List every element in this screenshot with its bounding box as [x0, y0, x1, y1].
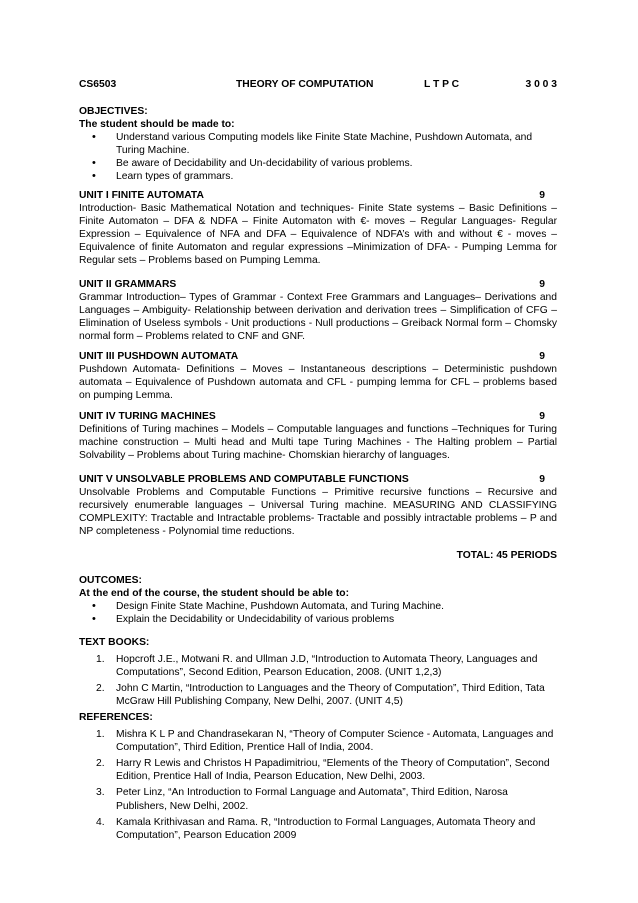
- item-text: Peter Linz, “An Introduction to Formal Language and Automata”, Third Edition, Narosa Publishers, New Delhi, 2002.: [116, 787, 508, 812]
- unit-hours: 9: [539, 474, 545, 485]
- course-title: THEORY OF COMPUTATION: [236, 79, 374, 90]
- unit-2-body: Grammar Introduction– Types of Grammar - Context Free Grammars and Languages– Derivations and Languages – Ambiguity- Relationship between derivation and derivation trees – Simplification of CFG – Elimination of Useless symbols - Unit productions - Null productions – Greiback Normal form – Chomsky normal form – Problems related to CNF and GNF.: [79, 292, 557, 343]
- list-item: • Learn types of grammars.: [79, 170, 557, 183]
- total-periods: TOTAL: 45 PERIODS: [456, 550, 557, 561]
- unit-title-text: UNIT I FINITE AUTOMATA: [79, 190, 204, 201]
- textbooks-heading: TEXT BOOKS:: [79, 637, 150, 648]
- unit-title-text: UNIT IV TURING MACHINES: [79, 411, 216, 422]
- item-text: Hopcroft J.E., Motwani R. and Ullman J.D, “Introduction to Automata Theory, Languages and Computations”, Second Edition, Pearson Education, 2008. (UNIT 1,2,3): [116, 654, 538, 679]
- credits: 3 0 0 3: [525, 79, 557, 90]
- unit-3-body: Pushdown Automata- Definitions – Moves – Instantaneous descriptions – Deterministic pushdown automata – Equivalence of Pushdown automata and CFL - pumping lemma for CFL – problems based on pumping Lemma.: [79, 364, 557, 402]
- objectives-intro: The student should be made to:: [79, 119, 235, 131]
- unit-2-section: [79, 278, 557, 343]
- unit-1-body: Introduction- Basic Mathematical Notation and techniques- Finite State systems – Basic Definitions – Finite Automaton – DFA & NDFA – Finite Automaton with €- moves – Regular Languages- Regular Expression – Equivalence of NFA and DFA – Equivalence of NDFA’s with and without € - moves – Equivalence of finite Automaton and regular expressions –Minimization of DFA- - Pumping Lemma for Regular sets – Problems based on Pumping Lemma.: [79, 203, 557, 267]
- item-text: Kamala Krithivasan and Rama. R, “Introduction to Formal Languages, Automata Theory and Computation”, Pearson Education 2009: [116, 816, 536, 841]
- unit-5-title: [79, 473, 557, 486]
- item-number: 1.: [96, 729, 105, 741]
- outcomes-intro: At the end of the course, the student should be able to:: [79, 588, 350, 600]
- unit-1-title: [79, 189, 557, 202]
- references-heading: REFERENCES:: [79, 712, 153, 723]
- list-item: • Understand various Computing models like Finite State Machine, Pushdown Automata, and Turing Machine.: [79, 131, 557, 157]
- item-number: 1.: [96, 654, 105, 666]
- references-list: [79, 728, 557, 842]
- unit-hours: 9: [539, 279, 545, 290]
- course-header: [79, 78, 557, 92]
- list-item: [79, 728, 557, 754]
- item-text: John C Martin, “Introduction to Languages and the Theory of Computation”, Third Edition, Tata McGraw Hill Publishing Company, New Delhi, 2007. (UNIT 4,5): [116, 683, 545, 708]
- item-number: 2.: [96, 683, 105, 695]
- item-text: Mishra K L P and Chandrasekaran N, “Theory of Computer Science - Automata, Languages and Computation”, Third Edition, Prentice Hall of India, 2004.: [116, 729, 554, 754]
- unit-2-title: [79, 278, 557, 291]
- outcomes-section: [79, 574, 557, 626]
- unit-4-body: Definitions of Turing machines – Models – Computable languages and functions –Techniques for Turing machine construction – Multi head and Multi tape Turing Machines - The Halting problem – Partial Solvability – Problems about Turing machine- Chomskian hierarchy of languages.: [79, 424, 557, 462]
- unit-4-title: [79, 410, 557, 423]
- unit-1-section: [79, 189, 557, 268]
- list-item: [79, 757, 557, 783]
- list-item: • Be aware of Decidability and Un-decidability of various problems.: [79, 157, 557, 170]
- objectives-section: [79, 105, 557, 184]
- objectives-list: [79, 131, 557, 183]
- unit-title-text: UNIT V UNSOLVABLE PROBLEMS AND COMPUTABLE FUNCTIONS: [79, 474, 409, 485]
- item-number: 3.: [96, 787, 105, 799]
- list-item: [79, 653, 557, 679]
- unit-title-text: UNIT III PUSHDOWN AUTOMATA: [79, 351, 239, 362]
- unit-5-section: [79, 473, 557, 538]
- list-item: • Explain the Decidability or Undecidability of various problems: [79, 613, 557, 626]
- list-item: [79, 816, 557, 842]
- outcomes-list: [79, 600, 557, 626]
- ltpc-label: L T P C: [424, 79, 460, 90]
- unit-3-title: [79, 350, 557, 363]
- course-code: CS6503: [79, 79, 117, 90]
- unit-title-text: UNIT II GRAMMARS: [79, 279, 177, 290]
- list-item: • Design Finite State Machine, Pushdown Automata, and Turing Machine.: [79, 600, 557, 613]
- unit-hours: 9: [539, 351, 545, 362]
- textbooks-section: [79, 636, 557, 711]
- item-text: Harry R Lewis and Christos H Papadimitriou, “Elements of the Theory of Computation”, Second Edition, Prentice Hall of India, Pearson Education, New Delhi, 2003.: [116, 758, 550, 783]
- references-section: [79, 711, 557, 845]
- item-number: 2.: [96, 758, 105, 770]
- unit-5-body: Unsolvable Problems and Computable Functions – Primitive recursive functions – Recursive and recursively enumerable languages – Universal Turing machine. MEASURING AND CLASSIFYING COMPLEXITY: Tractable and Intractable problems- Tractable and possibly intractable problems – P and NP completeness - Polynomial time reductions.: [79, 487, 557, 538]
- objectives-heading: OBJECTIVES:: [79, 106, 148, 117]
- unit-4-section: [79, 410, 557, 462]
- unit-hours: 9: [539, 411, 545, 422]
- list-item: [79, 786, 557, 812]
- outcomes-heading: OUTCOMES:: [79, 575, 142, 586]
- textbooks-list: [79, 653, 557, 708]
- unit-hours: 9: [539, 190, 545, 201]
- unit-3-section: [79, 350, 557, 402]
- item-number: 4.: [96, 816, 105, 828]
- list-item: [79, 682, 557, 708]
